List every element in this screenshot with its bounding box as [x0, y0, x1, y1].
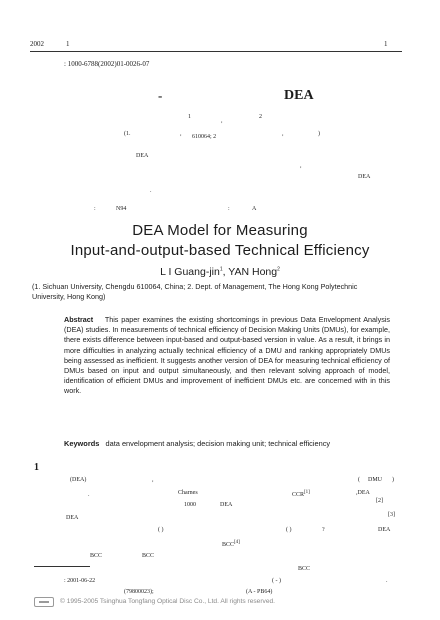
journal-year: 2002: [30, 40, 44, 48]
cn-affil-close: ): [318, 131, 320, 137]
s1-paren-close: ): [392, 477, 394, 483]
s1-ref1: [1]: [304, 490, 310, 495]
header-rule: [30, 51, 402, 52]
s1-q-parens-2: ( ): [286, 527, 292, 533]
cn-abstract-dea1: DEA: [136, 153, 149, 159]
abstract-block: [64, 315, 390, 397]
keywords-line: [64, 439, 330, 448]
s1-dmu: DMU: [368, 477, 383, 483]
s1-bcc1-text: BCC: [222, 542, 235, 548]
cn-title-dash: -: [158, 88, 163, 103]
author-2: YAN Hong: [228, 266, 278, 278]
abstract-text: This paper examines the existing shortcomings in previous Data Envelopment Analysis (DEA) studies. In measurements of technical efficiency of Decision Making Units (DMUs), for example, there exists difference between input-based and output-based version in value. As a result, it brings in more difficulties in analyzing actually technical efficiency of a DMU and ranking appropriately DMUs being assessed as inefficient. It suggests another version of DEA for measuring technical efficiency of DMUs based on input and output simultaneously, and then relevant solving approach of model, identification of efficient DMUs and improvement of inefficient DMUs etc. are concerned with in this work.: [64, 315, 390, 396]
author-2-affil-mark: 2: [277, 266, 280, 273]
en-affil-line2: University, Hong Kong): [32, 292, 106, 301]
cnki-logo-icon: [34, 597, 54, 607]
en-affil-line1: (1. Sichuan University, Chengdu 610064, China; 2. Dept. of Management, The Hong Kong Polytechnic: [32, 282, 358, 291]
footnote-fund: (79800023);: [124, 589, 154, 595]
s1-ref2: [2]: [376, 498, 383, 504]
en-title-line1: DEA Model for Measuring: [132, 222, 308, 239]
s1-bcc1: [222, 540, 240, 548]
cn-affil-open: (1.: [124, 131, 131, 137]
footnote-fund-code: (A - PB64): [246, 589, 273, 595]
abstract-label: Abstract: [64, 315, 94, 324]
en-title-line2: Input-and-output-based Technical Efficiency: [70, 242, 370, 259]
s1-ccr-text: CCR: [292, 492, 305, 498]
cn-title-dea: DEA: [284, 88, 314, 103]
author-1: L I Guang-jin: [160, 266, 220, 278]
s1-q-parens: ( ): [158, 527, 164, 533]
s1-year: 1000: [184, 502, 196, 508]
s1-dea-end: DEA: [378, 527, 391, 533]
s1-ref3: [3]: [388, 512, 395, 518]
cn-affil-postcode: 610064; 2: [192, 134, 217, 140]
s1-period: .: [88, 492, 90, 498]
s1-dea-paren: (DEA): [70, 477, 87, 483]
header-page-number: 1: [384, 40, 388, 48]
s1-ref4: [4]: [234, 540, 240, 545]
cn-abstract-comma: ,: [300, 163, 302, 169]
author-separator: ,: [222, 266, 226, 278]
en-authors: [0, 266, 440, 278]
article-number: : 1000-6788(2002)01-0026-07: [64, 60, 150, 68]
cn-author-sup2: 2: [259, 114, 262, 120]
s1-question: ?: [322, 527, 325, 533]
copyright-footer: © 1995-2005 Tsinghua Tongfang Optical Disc Co., Ltd. All rights reserved.: [60, 598, 276, 605]
journal-issue: 1: [66, 40, 70, 48]
cn-affil-comma2: ,: [282, 131, 284, 137]
section-number: 1: [34, 462, 39, 473]
cn-author-sup1: 1: [188, 114, 191, 120]
s1-bcc3: BCC: [142, 553, 155, 559]
cn-doc-label: :: [228, 206, 230, 212]
s1-ccr: [292, 490, 310, 498]
keywords-text: data envelopment analysis; decision making unit; technical efficiency: [105, 439, 331, 448]
author-1-affil-mark: 1: [219, 266, 223, 273]
s1-dea-mid: DEA: [220, 502, 233, 508]
cn-abstract-period: .: [150, 188, 152, 194]
s1-bcc4: BCC: [298, 566, 311, 572]
keywords-label: Keywords: [64, 439, 100, 448]
cn-affil-comma: ,: [180, 131, 182, 137]
footnote-received: : 2001-06-22: [64, 578, 96, 584]
s1-dea-line: DEA: [66, 515, 79, 521]
footnote-rule: [34, 566, 90, 567]
cn-author-sep: ,: [221, 118, 223, 124]
s1-end-period: .: [386, 578, 388, 584]
cn-abstract-dea2: DEA: [358, 174, 371, 180]
s1-bcc2: BCC: [90, 553, 103, 559]
s1-paren-dash: ( - ): [272, 578, 281, 584]
s1-dea-after: ,DEA: [356, 490, 370, 496]
cn-clc-code: N94: [116, 206, 127, 212]
s1-charnes: Charnes: [178, 490, 198, 496]
s1-paren-open: (: [358, 477, 360, 483]
s1-comma: ,: [152, 477, 154, 483]
cn-doc-code: A: [252, 206, 257, 212]
cn-clc-label: :: [94, 206, 96, 212]
